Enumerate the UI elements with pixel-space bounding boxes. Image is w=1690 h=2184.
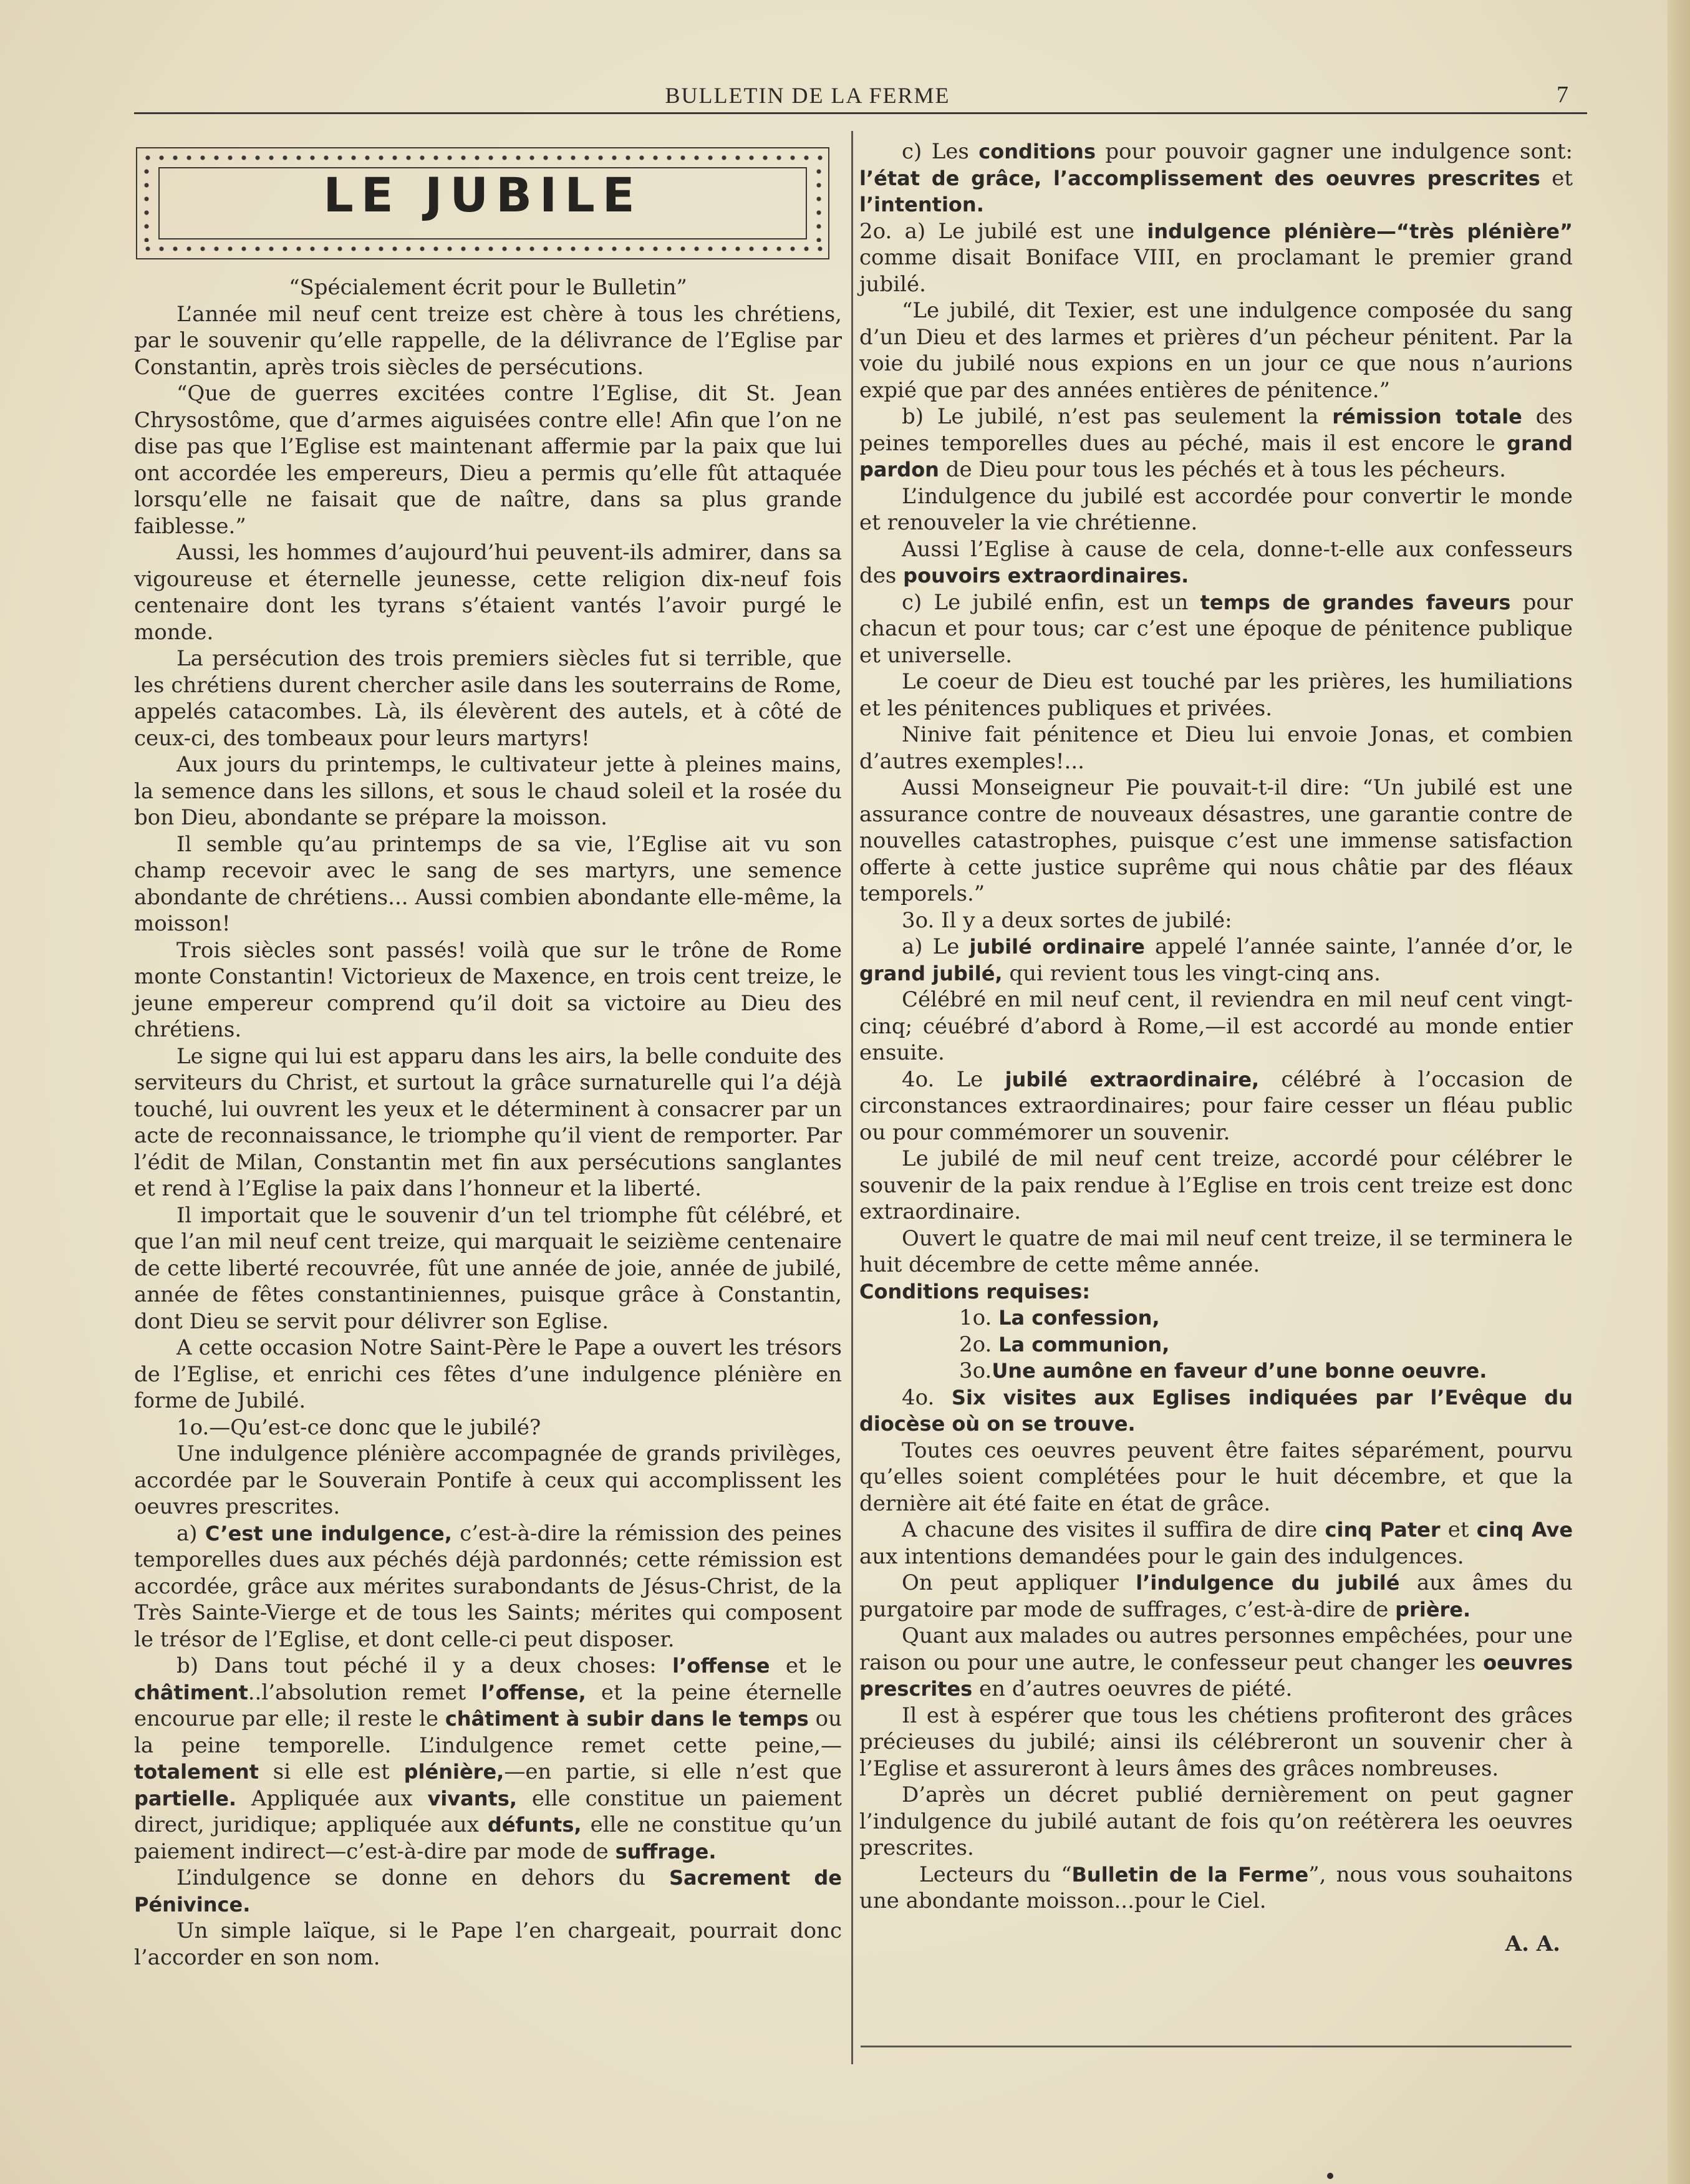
closing-paragraph: Lecteurs du “Bulletin de la Ferme”, nous vous souhaitons une abondante moisson...pour le Ciel. <box>859 1862 1573 1913</box>
paragraph: “Le jubilé, dit Texier, est une indulgence composée du sang d’un Dieu et des larmes et prières d’un pécheur pénitent. Par la voie du jubilé nous expions en un jour ce que nous n’aurions expié que par des années entières de pénitence.” <box>859 298 1573 403</box>
paragraph: Il semble qu’au printemps de sa vie, l’Eglise ait vu son champ recevoir avec le sang de ses martyrs, une semence abondante de chrétiens... Aussi combien abondante elle-même, la moisson! <box>134 831 842 936</box>
paragraph: Un simple laïque, si le Pape l’en chargeait, pourrait donc l’accorder en son nom. <box>134 1918 842 1970</box>
paragraph: La persécution des trois premiers siècles fut si terrible, que les chrétiens durent chercher asile dans les souterrains de Rome, appelés catacombes. Là, ils élevèrent des autels, et à côté de ceux-ci, des tombeaux pour leurs martyrs! <box>134 646 842 751</box>
condition-item: 2o. La communion, <box>959 1331 1170 1357</box>
paragraph: Ouvert le quatre de mai mil neuf cent treize, il se terminera le huit décembre de cette même année. <box>859 1225 1573 1277</box>
paragraph: Le jubilé de mil neuf cent treize, accordé pour célébrer le souvenir de la paix rendue à l’Eglise en trois cent treize est donc extraordinaire. <box>859 1146 1573 1224</box>
paragraph: “Que de guerres excitées contre l’Eglise, dit St. Jean Chrysostôme, que d’armes aiguisées contre elle! Afin que l’on ne dise pas que l’Eglise est maintenant affermie par la paix que lui ont accordée les empereurs, Dieu a permis qu’elle fût attaquée lorsqu’elle ne faisait que de naître, dans sa plus grande faiblesse.” <box>134 381 842 539</box>
paragraph: Il est à espérer que tous les chétiens profiteront des grâces précieuses du jubilé; ainsi ils célébreront un souvenir cher à l’Eglise et assureront à leurs âmes des grâces nombreuses. <box>859 1703 1573 1781</box>
paragraph: L’année mil neuf cent treize est chère à tous les chrétiens, par le souvenir qu’elle rappelle, de la délivrance de l’Eglise par Constantin, après trois siècles de persécutions. <box>134 301 842 380</box>
publication-title: BULLETIN DE LA FERME <box>665 83 950 108</box>
paragraph: Trois siècles sont passés! voilà que sur le trône de Rome monte Constantin! Victorieux de Maxence, en trois cent treize, le jeune empereur comprend qu’il doit sa victoire au Dieu des chrétiens. <box>134 937 842 1042</box>
paragraph: b) Le jubilé, n’est pas seulement la rémission totale des peines temporelles dues au péché, mais il est encore le grand pardon de Dieu pour tous les péchés et à tous les pécheurs. <box>859 404 1573 482</box>
column-divider <box>851 131 853 2064</box>
header-rule <box>134 112 1587 114</box>
article-title-box <box>136 147 829 259</box>
paragraph: On peut appliquer l’indulgence du jubilé aux âmes du purgatoire par mode de suffrages, c’est-à-dire de prière. <box>859 1570 1573 1622</box>
condition-item: 1o. La confession, <box>959 1305 1160 1330</box>
paragraph: Célébré en mil neuf cent, il reviendra en mil neuf cent vingt-cinq; céuébré d’abord à Rome,—il est accordé au monde entier ensuite. <box>859 987 1573 1065</box>
condition-item: 4o. Six visites aux Eglises indiquées par l’Evêque du diocèse où on se trouve. <box>859 1384 1573 1436</box>
right-column <box>859 138 1573 1957</box>
paragraph: Une indulgence plénière accompagnée de grands privilèges, accordée par le Souverain Pontife à ceux qui accomplissent les oeuvres prescrites. <box>134 1441 842 1519</box>
paragraph-2o: 2o. a) Le jubilé est une indulgence plénière—“très plénière” comme disait Boniface VIII, en proclamant le premier grand jubilé. <box>859 218 1573 297</box>
column-bottom-rule <box>861 2046 1572 2047</box>
paragraph: c) Le jubilé enfin, est un temps de grandes faveurs pour chacun et pour tous; car c’est une époque de pénitence publique et universelle. <box>859 589 1573 668</box>
paragraph: Aux jours du printemps, le cultivateur jette à pleines mains, la semence dans les sillons, et sous le chaud soleil et la rosée du bon Dieu, abondante se prépare la moisson. <box>134 752 842 830</box>
paragraph-a: a) C’est une indulgence, c’est-à-dire la rémission des peines temporelles dues aux péchés déjà pardonnés; cette rémission est accordée, grâce aux mérites surabondants de Jésus-Christ, de la Très Sainte-Vierge et de tous les Saints; mérites qui composent le trésor de l’Eglise, et dont celle-ci peut disposer. <box>134 1520 843 1652</box>
paragraph: Le coeur de Dieu est touché par les prières, les humiliations et les pénitences publiques et privées. <box>859 669 1573 721</box>
paragraph: L’indulgence du jubilé est accordée pour convertir le monde et renouveler la vie chrétienne. <box>859 483 1573 535</box>
paragraph: Ninive fait pénitence et Dieu lui envoie Jonas, et combien d’autres exemples!... <box>859 722 1573 774</box>
paragraph: A cette occasion Notre Saint-Père le Pape a ouvert les trésors de l’Eglise, et enrichi ces fêtes d’une indulgence plénière en forme de Jubilé. <box>134 1335 842 1413</box>
page-number: 7 <box>1557 82 1568 108</box>
conditions-heading: Conditions requises: <box>859 1279 1091 1303</box>
condition-item: 3o.Une aumône en faveur d’une bonne oeuvre. <box>959 1358 1487 1383</box>
paragraph: Aussi l’Eglise à cause de cela, donne-t-elle aux confesseurs des pouvoirs extraordinaires. <box>859 536 1573 588</box>
left-column <box>134 274 842 1971</box>
author-signature: A. A. <box>1505 1931 1560 1956</box>
paragraph: Il importait que le souvenir d’un tel triomphe fût célébré, et que l’an mil neuf cent treize, qui marquait le seizième centenaire de cette liberté recouvrée, fût une année de joie, année de jubilé, année de fêtes constantiniennes, puisque grâce à Constantin, dont Dieu se servit pour délivrer son Eglise. <box>134 1202 842 1334</box>
paragraph-c: c) Les conditions pour pouvoir gagner une indulgence sont: l’état de grâce, l’accomplissement des oeuvres prescrites et l’intention. <box>859 139 1573 216</box>
paragraph: D’après un décret publié dernièrement on peut gagner l’indulgence du jubilé autant de fois qu’on reétèrera les oeuvres prescrites. <box>859 1782 1573 1860</box>
paragraph: Le signe qui lui est apparu dans les airs, la belle conduite des serviteurs du Christ, et surtout la grâce surnaturelle qui l’a déjà touché, lui ouvrent les yeux et le déterminent à consacrer par un acte de reconnaissance, le triomphe qu’il vient de remporter. Par l’édit de Milan, Constantin met fin aux persécutions sanglantes et rend à l’Eglise la paix dans l’honneur et la liberté. <box>134 1043 842 1201</box>
paragraph: 3o. Il y a deux sortes de jubilé: <box>902 907 1232 933</box>
page-spine-shadow <box>1668 0 1690 2184</box>
paragraph: Aussi Monseigneur Pie pouvait-t-il dire: “Un jubilé est une assurance contre de nouveaux désastres, une garantie contre de nouvelles catastrophes, puisque c’est une immense satisfaction offerte à cette justice suprême qui nous châtie par des fléaux temporels.” <box>859 775 1573 906</box>
section-question: 1o.—Qu’est-ce donc que le jubilé? <box>176 1414 541 1440</box>
paragraph-b: b) Dans tout péché il y a deux choses: l’offense et le châtiment..l’absolution remet l’offense, et la peine éternelle encourue par elle; il reste le châtiment à subir dans le temps ou la peine temporelle. L’indulgence remet cette peine,— totalement si elle est plénière,—en partie, si elle n’est que partielle. Appliquée aux vivants, elle constitue un paiement direct, juridique; appliquée aux défunts, elle ne constitue qu’un paiement indirect—c’est-à-dire par mode de suffrage. <box>134 1653 843 1864</box>
paragraph: A chacune des visites il suffira de dire cinq Pater et cinq Ave aux intentions demandées pour le gain des indulgences. <box>859 1517 1573 1569</box>
paragraph: Quant aux malades ou autres personnes empêchées, pour une raison ou pour une autre, le confesseur peut changer les oeuvres prescrites en d’autres oeuvres de piété. <box>859 1623 1573 1701</box>
article-heading: LE JUBILE <box>323 167 642 223</box>
paragraph: Aussi, les hommes d’aujourd’hui peuvent-ils admirer, dans sa vigoureuse et éternelle jeunesse, cette religion dix-neuf fois centenaire dont les tyrans s’étaient vantés l’avoir purgé le monde. <box>134 540 842 645</box>
page-header <box>134 80 1587 111</box>
paragraph: Toutes ces oeuvres peuvent être faites séparément, pourvu qu’elles soient complétées pour le huit décembre, et que la dernière ait été faite en état de grâce. <box>859 1437 1573 1516</box>
article-byline: “Spécialement écrit pour le Bulletin” <box>289 275 687 300</box>
paragraph: 4o. Le jubilé extraordinaire, célébré à l’occasion de circonstances extraordinaires; pour faire cesser un fléau public ou pour commémorer un souvenir. <box>859 1066 1573 1145</box>
paragraph-sacrement: L’indulgence se donne en dehors du Sacrement de Pénivince. <box>134 1865 842 1916</box>
paragraph: a) Le jubilé ordinaire appelé l’année sainte, l’année d’or, le grand jubilé, qui revient tous les vingt-cinq ans. <box>859 934 1573 986</box>
ink-dot <box>1327 2173 1333 2179</box>
